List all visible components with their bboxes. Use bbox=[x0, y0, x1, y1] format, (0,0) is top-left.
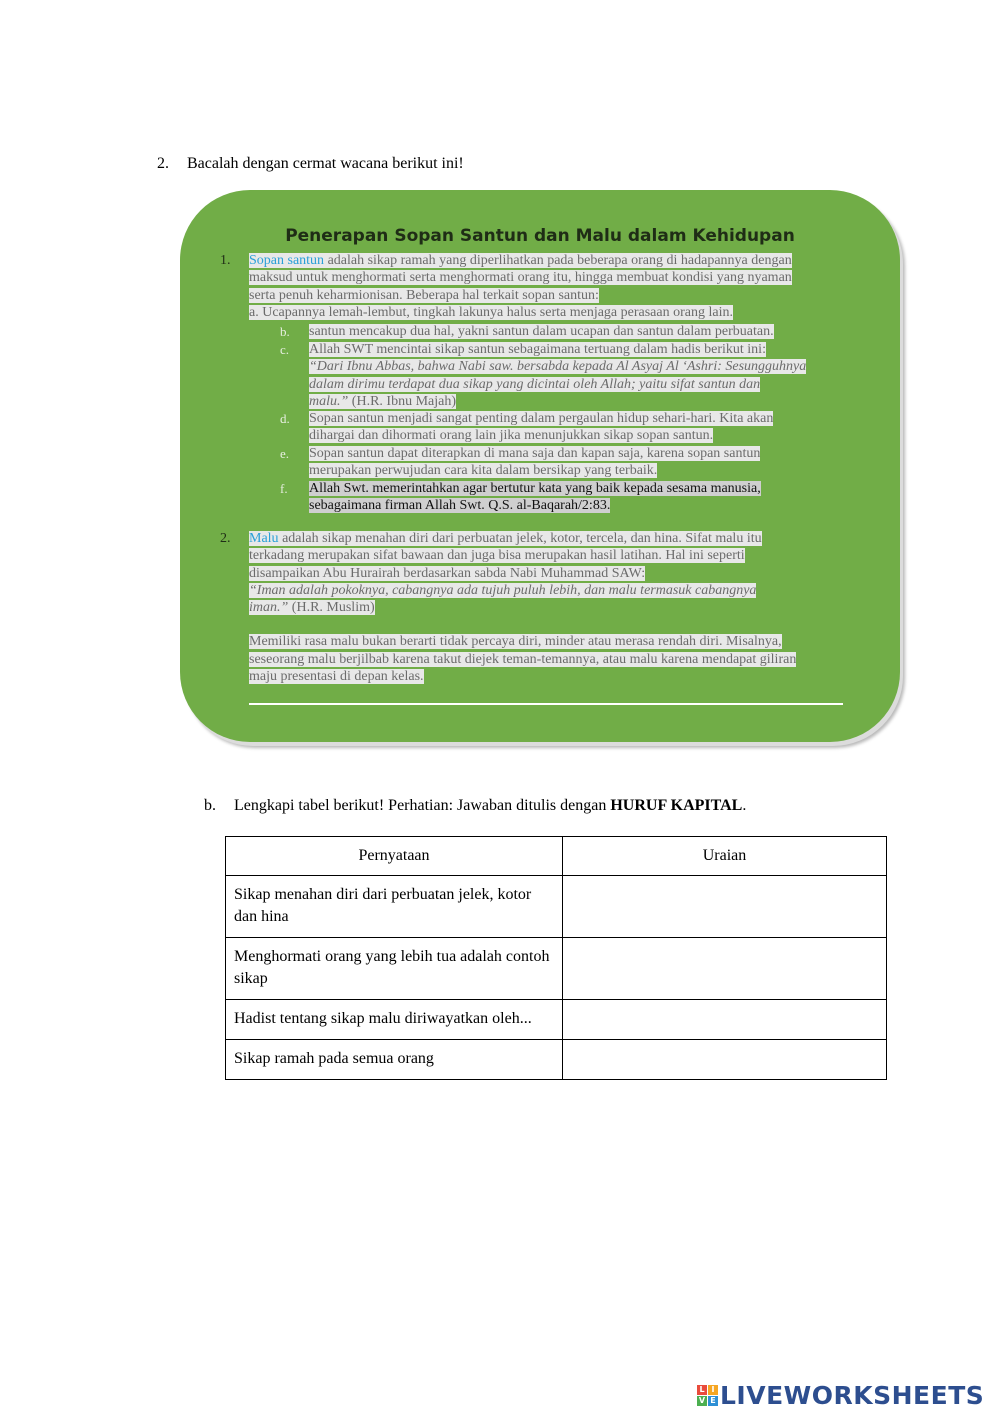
part-b-letter: b. bbox=[204, 797, 216, 814]
table-header-row bbox=[226, 837, 887, 876]
answer-cell[interactable] bbox=[563, 1040, 887, 1080]
point-letter: e. bbox=[280, 446, 290, 461]
item1-paragraph: Sopan santun adalah sikap ramah yang diperlihatkan pada beberapa orang di hadapannya dengan maksud untuk menghormati serta menghormati orang itu, hingga membuat kondisi yang nyaman serta penuh keharmionisan. Beberapa hal terkait sopan santun: a. Ucapannya lemah-lembut, tingkah lakunya halus serta menjaga perasaan orang lain. bbox=[249, 253, 792, 320]
point-text: santun mencakup dua hal, yakni santun dalam ucapan dan santun dalam perbuatan. bbox=[309, 324, 774, 339]
logo-text: LIVEWORKSHEETS bbox=[720, 1380, 985, 1410]
point-letter: b. bbox=[280, 324, 290, 339]
item2-number: 2. bbox=[220, 531, 231, 546]
question-header bbox=[157, 155, 464, 173]
point-text: Allah SWT mencintai sikap santun sebagaimana tertuang dalam hadis berikut ini: “Dari Ibnu Abbas, bahwa Nabi saw. bersabda kepada Al Asyaj Al ‘Ashri: Sesungguhnya dalam dirimu terdapat dua sikap yang dicintai oleh Allah; yaitu sifat santun dan malu.” (H.R. Ibnu Majah) bbox=[309, 342, 807, 409]
header-uraian: Uraian bbox=[563, 837, 887, 876]
item2-paragraph: Malu adalah sikap menahan diri dari perbuatan jelek, kotor, tercela, dan hina. Sifat malu itu terkadang merupakan sifat bawaan dan juga bisa merupakan hasil latihan. Hal ini seperti disampaikan Abu Hurairah berdasarkan sabda Nabi Muhammad SAW: “Iman adalah pokoknya, cabangnya ada tujuh puluh lebih, dan malu termasuk cabangnya iman.” (H.R. Muslim) Memiliki rasa malu bukan berarti tidak percaya diri, minder atau merasa rendah diri. Misalnya, seseorang malu berjilbab karena takut diejek teman-temannya, atau malu karena mendapat giliran maju presentasi di depan kelas. bbox=[249, 531, 797, 685]
statement-cell: Hadist tentang sikap malu diriwayatkan oleh... bbox=[226, 1000, 563, 1040]
part-b-bold: HURUF KAPITAL bbox=[610, 797, 743, 814]
part-b-instruction: b. Lengkapi tabel berikut! Perhatian: Jawaban ditulis dengan HURUF KAPITAL. bbox=[204, 797, 747, 814]
statement-cell: Sikap ramah pada semua orang bbox=[226, 1040, 563, 1080]
point-letter: c. bbox=[280, 342, 290, 357]
term-sopan-santun: Sopan santun bbox=[249, 253, 325, 268]
point-a: a. Ucapannya lemah-lembut, tingkah lakunya halus serta menjaga perasaan orang lain. bbox=[249, 304, 733, 320]
answer-cell[interactable] bbox=[563, 938, 887, 1000]
table-row bbox=[226, 876, 887, 938]
question-number: 2. bbox=[157, 155, 169, 172]
logo-mark-icon: L I V E bbox=[697, 1385, 718, 1406]
divider-line bbox=[249, 703, 843, 705]
reading-panel bbox=[180, 190, 900, 742]
point-text: Sopan santun dapat diterapkan di mana saja dan kapan saja, karena sopan santun merupakan perwujudan cara kita dalam bersikap yang terbaik. bbox=[309, 446, 761, 479]
point-letter: f. bbox=[280, 481, 288, 496]
table-row bbox=[226, 938, 887, 1000]
point-text: Sopan santun menjadi sangat penting dalam pergaulan hidup sehari-hari. Kita akan dihargai dan dihormati orang lain jika menunjukkan sikap sopan santun. bbox=[309, 411, 774, 444]
liveworksheets-logo bbox=[697, 1378, 984, 1412]
statement-cell: Sikap menahan diri dari perbuatan jelek, kotor dan hina bbox=[226, 876, 563, 938]
answer-cell[interactable] bbox=[563, 1000, 887, 1040]
question-instruction: Bacalah dengan cermat wacana berikut ini! bbox=[187, 155, 464, 172]
header-pernyataan: Pernyataan bbox=[226, 837, 563, 876]
statement-cell: Menghormati orang yang lebih tua adalah contoh sikap bbox=[226, 938, 563, 1000]
panel-title: Penerapan Sopan Santun dan Malu dalam Kehidupan bbox=[285, 226, 795, 246]
table-row bbox=[226, 1040, 887, 1080]
point-text: Allah Swt. memerintahkan agar bertutur kata yang baik kepada sesama manusia, sebagaimana firman Allah Swt. Q.S. al-Baqarah/2:83. bbox=[309, 481, 761, 514]
point-letter: d. bbox=[280, 411, 290, 426]
answer-table bbox=[225, 836, 887, 1080]
term-malu: Malu bbox=[249, 531, 279, 546]
item1-number: 1. bbox=[220, 253, 231, 268]
answer-cell[interactable] bbox=[563, 876, 887, 938]
table-row bbox=[226, 1000, 887, 1040]
